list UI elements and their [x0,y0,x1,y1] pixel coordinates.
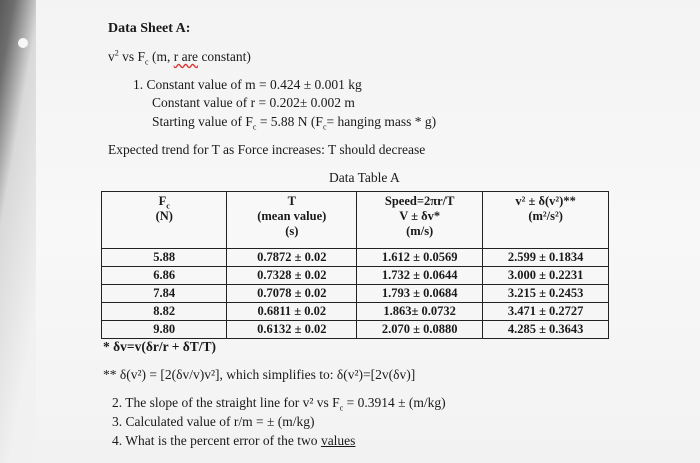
cell-t: 0.7872 ± 0.02 [227,249,357,267]
mass-line: 1. Constant value of m = 0.424 ± 0.001 kg [133,77,362,92]
question-2-text: 2. The slope of the straight line for v² vs F [112,395,340,410]
cell-fc: 7.84 [102,285,227,303]
cell-t: 0.7078 ± 0.02 [227,285,357,303]
subtitle: $v^2$ vs $F_c$ (m, r are constant) [108,48,251,67]
header-v2 [483,192,609,249]
cell-speed: 2.070 ± 0.0880 [357,321,483,339]
question-4 [112,433,355,449]
force-tail: = 5.88 N (F [256,114,323,129]
header-speed-l2: V ± δv* [399,209,441,223]
force-line: Starting value of $F_c = 5.88$ N ($F_c=$ hanging mass * g) [152,114,437,132]
subtitle-vs: vs F [118,49,146,64]
question-4-values: values [320,433,356,448]
header-t-l3: (s) [285,224,299,238]
cell-speed: 1.793 ± 0.0684 [357,285,483,303]
data-table [101,191,609,339]
cell-v2: 4.285 ± 0.3643 [483,321,609,339]
header-t-l2: (mean value) [257,209,327,223]
cell-speed: 1.732 ± 0.0644 [357,267,483,285]
header-fc [102,192,227,249]
cell-t: 0.7328 ± 0.02 [227,267,357,285]
subtitle-v: v [108,49,115,64]
cell-fc: 9.80 [102,321,227,339]
header-speed-l3: (m/s) [406,224,434,238]
header-fc-sub: c [166,201,170,211]
cell-fc: 6.86 [102,267,227,285]
header-fc-l1: F [158,194,167,208]
force-tail2: = hanging mass * g) [326,114,437,129]
question-2-tail: = 0.3914 ± (m/kg) [343,395,446,410]
cell-fc: 5.88 [102,249,227,267]
header-t-l1: T [287,194,296,208]
table-row [102,285,609,303]
cell-v2: 2.599 ± 0.1834 [483,249,609,267]
subtitle-mid: (m, [148,49,174,64]
table-row [102,249,609,267]
table-header-row [102,192,609,249]
table-row [102,267,609,285]
question-2-sub: c [339,403,344,413]
footnote-dv2: ** δ(v²) = [2(δv/v)v²], which simplifies to: δ(v²)=[2v(δv)] [103,367,416,382]
table-row [102,303,609,321]
expected-trend: Expected trend for T as Force increases: T should decrease [108,142,426,157]
header-v2-l2: (m²/s²) [528,209,563,223]
subtitle-end: constant) [198,49,251,64]
radius-line: Constant value of r = 0.202± 0.002 m [152,95,355,110]
header-speed [357,192,483,249]
cell-v2: 3.215 ± 0.2453 [483,285,609,303]
title-text: Data Sheet A: [108,21,191,36]
cell-speed: 1.612 ± 0.0569 [357,249,483,267]
cell-t: 0.6811 ± 0.02 [227,303,357,321]
table-row [102,321,609,339]
footnote-dv: * δv=v(δr/r + δT/T) [103,339,217,354]
subtitle-sub: c [145,57,149,67]
table-caption: Data Table A [329,170,400,185]
cell-speed: 1.863± 0.0732 [357,303,483,321]
header-t [227,192,357,249]
cell-v2: 3.471 ± 0.2727 [483,303,609,321]
header-fc-l2: (N) [155,209,173,223]
question-3: 3. Calculated value of r/m = ± (m/kg) [112,414,315,429]
cell-v2: 3.000 ± 0.2231 [483,267,609,285]
page-title [108,21,190,37]
cell-t: 0.6132 ± 0.02 [227,321,357,339]
header-v2-l1: v² ± δ(v²)** [515,194,576,208]
camera-glare [18,38,28,48]
header-speed-l1: Speed=2πr/T [384,194,455,208]
question-2 [112,395,446,411]
cell-fc: 8.82 [102,303,227,321]
subtitle-r-are: r are [173,49,199,64]
question-4-text: 4. What is the percent error of the two [112,433,321,448]
force-label: Starting value of F [152,114,253,129]
